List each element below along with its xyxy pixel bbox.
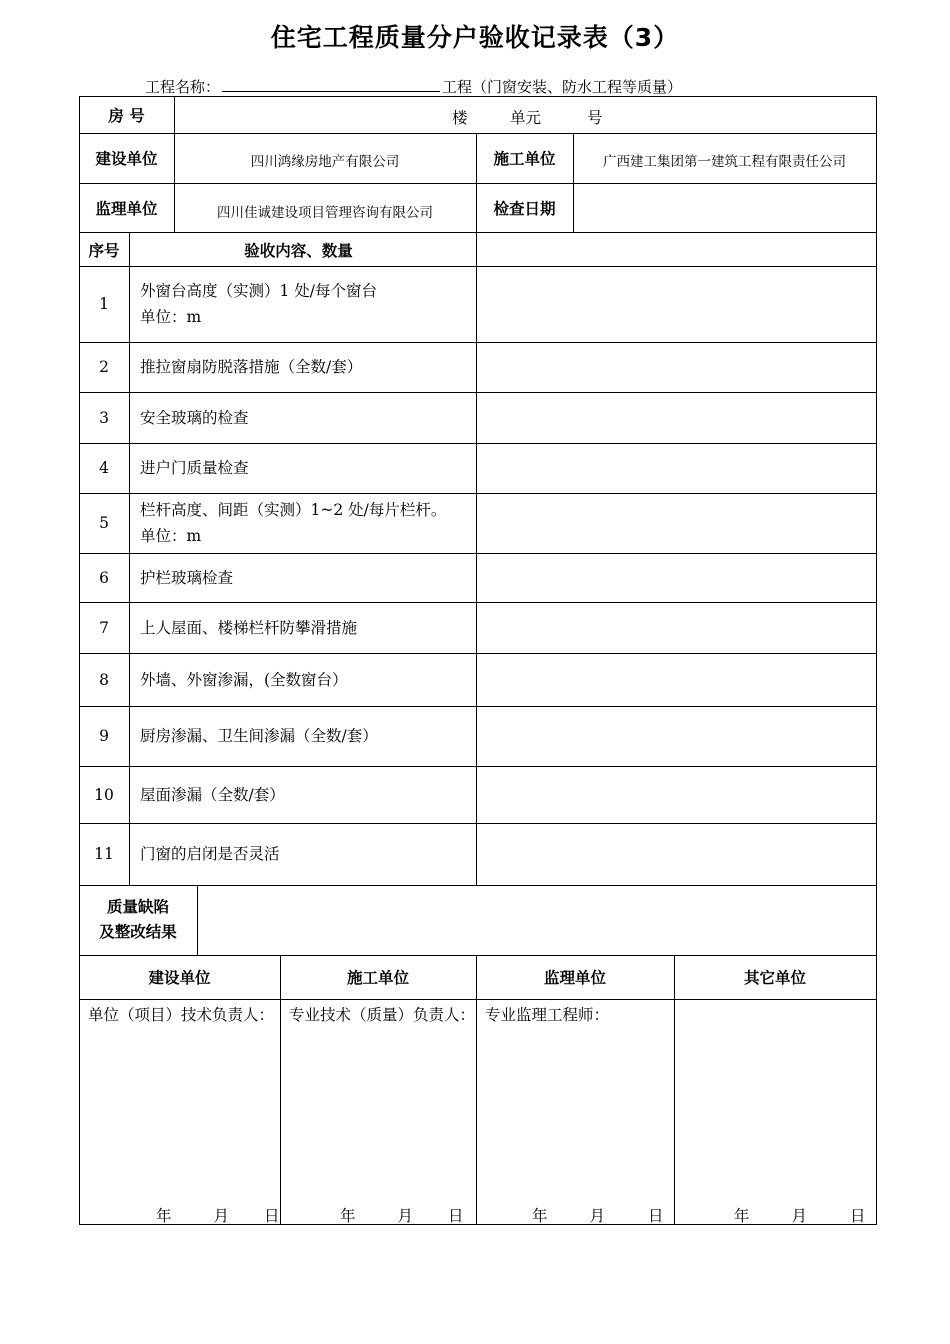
col-header-no: 序号 [88,242,120,260]
item-content [129,266,476,342]
item-no: 4 [99,459,109,477]
item-no: 9 [99,727,109,745]
date-month: 月 [213,1207,230,1225]
room-value[interactable] [174,96,876,133]
defects-label-line1: 质量缺陷 [106,898,169,916]
item-content-line1: 进户门质量检查 [140,459,249,477]
item-content [129,342,476,392]
item-result[interactable] [477,343,876,392]
item-result[interactable] [477,444,876,493]
col-header-content: 验收内容、数量 [244,242,353,260]
sig-signer-contractor: 专业技术（质量）负责人： [289,1006,476,1024]
date-month: 月 [791,1207,808,1225]
item-result[interactable] [477,824,876,885]
sig-header-contractor: 施工单位 [346,969,409,987]
project-name-line [145,76,682,97]
date-day: 日 [648,1207,664,1225]
date-day: 日 [448,1207,464,1225]
date-year: 年 [734,1207,750,1225]
sig-signer-builder: 单位（项目）技术负责人： [88,1006,275,1024]
item-no: 7 [99,618,109,637]
builder-label: 建设单位 [95,150,158,168]
page-title: 住宅工程质量分户验收记录表（3） [270,23,680,52]
sig-box-supervisor[interactable] [476,999,674,1224]
project-name-suffix: 工程（门窗安装、防水工程等质量） [442,78,683,96]
item-content [129,766,476,823]
sig-date-other [734,1204,866,1226]
date-year: 年 [340,1207,356,1225]
sig-date-supervisor [532,1204,664,1226]
date-month: 月 [397,1207,414,1225]
date-day: 日 [264,1207,280,1225]
item-content [129,823,476,885]
item-no: 8 [99,670,109,689]
item-result[interactable] [477,267,876,342]
item-content-line1: 外墙、外窗渗漏，(全数窗台） [140,670,348,689]
item-content-line2: 单位：m [140,308,202,326]
date-year: 年 [532,1207,548,1225]
item-content-line1: 护栏玻璃检查 [140,568,234,587]
date-year: 年 [156,1207,172,1225]
defects-label-line2: 及整改结果 [99,923,177,941]
item-no: 10 [94,785,114,804]
item-content-line1: 外窗台高度（实测）1 处/每个窗台 [140,282,378,300]
item-content [129,443,476,493]
item-content [129,493,476,553]
item-content [129,706,476,766]
item-content [129,553,476,602]
date-month: 月 [589,1207,606,1225]
room-number-label: 号 [587,109,603,127]
item-content [129,653,476,706]
item-no: 5 [99,514,109,532]
supervisor-label: 监理单位 [95,199,158,218]
sig-header-builder: 建设单位 [148,969,211,987]
item-result[interactable] [477,654,876,706]
room-building-label: 楼 [452,109,468,127]
builder-value: 四川鸿缘房地产有限公司 [250,154,400,170]
item-content-line1: 厨房渗漏、卫生间渗漏（全数/套） [140,727,378,745]
sig-box-other[interactable] [674,999,876,1224]
item-content [129,602,476,653]
item-result[interactable] [477,603,876,653]
room-unit-label: 单元 [510,109,542,127]
sig-box-contractor[interactable] [280,999,476,1224]
supervisor-value: 四川佳诚建设项目管理咨询有限公司 [217,204,433,221]
item-content-line1: 栏杆高度、间距（实测）1~2 处/每片栏杆。 [140,501,447,519]
sig-date-builder [156,1204,280,1226]
item-content-line1: 上人屋面、楼梯栏杆防攀滑措施 [140,618,358,637]
project-name-blank[interactable] [222,77,440,92]
item-content [129,392,476,443]
room-label: 房 号 [108,106,145,125]
sig-signer-supervisor: 专业监理工程师： [485,1006,610,1024]
item-content-line1: 屋面渗漏（全数/套） [140,785,285,804]
inspection-date-value[interactable] [574,184,876,232]
item-content-line1: 门窗的启闭是否灵活 [140,845,280,863]
date-day: 日 [850,1207,866,1225]
item-no: 1 [99,295,109,313]
defects-label [79,885,197,955]
item-no: 2 [99,358,109,376]
item-result[interactable] [477,554,876,602]
item-no: 3 [99,408,109,427]
item-content-line1: 安全玻璃的检查 [140,408,249,427]
item-result[interactable] [477,393,876,443]
defects-value[interactable] [198,886,876,955]
item-result[interactable] [477,494,876,553]
item-result[interactable] [477,767,876,823]
item-no: 11 [94,845,114,863]
sig-header-other: 其它单位 [743,969,806,987]
sig-header-supervisor: 监理单位 [543,969,606,987]
item-result[interactable] [477,707,876,766]
item-content-line1: 推拉窗扇防脱落措施（全数/套） [140,358,363,376]
item-content-line2: 单位：m [140,527,202,545]
inspection-date-label: 检查日期 [493,199,556,218]
project-name-label: 工程名称： [145,78,221,96]
sig-date-contractor [340,1204,464,1226]
item-no: 6 [99,568,109,587]
contractor-label: 施工单位 [493,150,556,168]
sig-box-builder[interactable] [79,999,280,1224]
contractor-value: 广西建工集团第一建筑工程有限责任公司 [603,154,846,170]
